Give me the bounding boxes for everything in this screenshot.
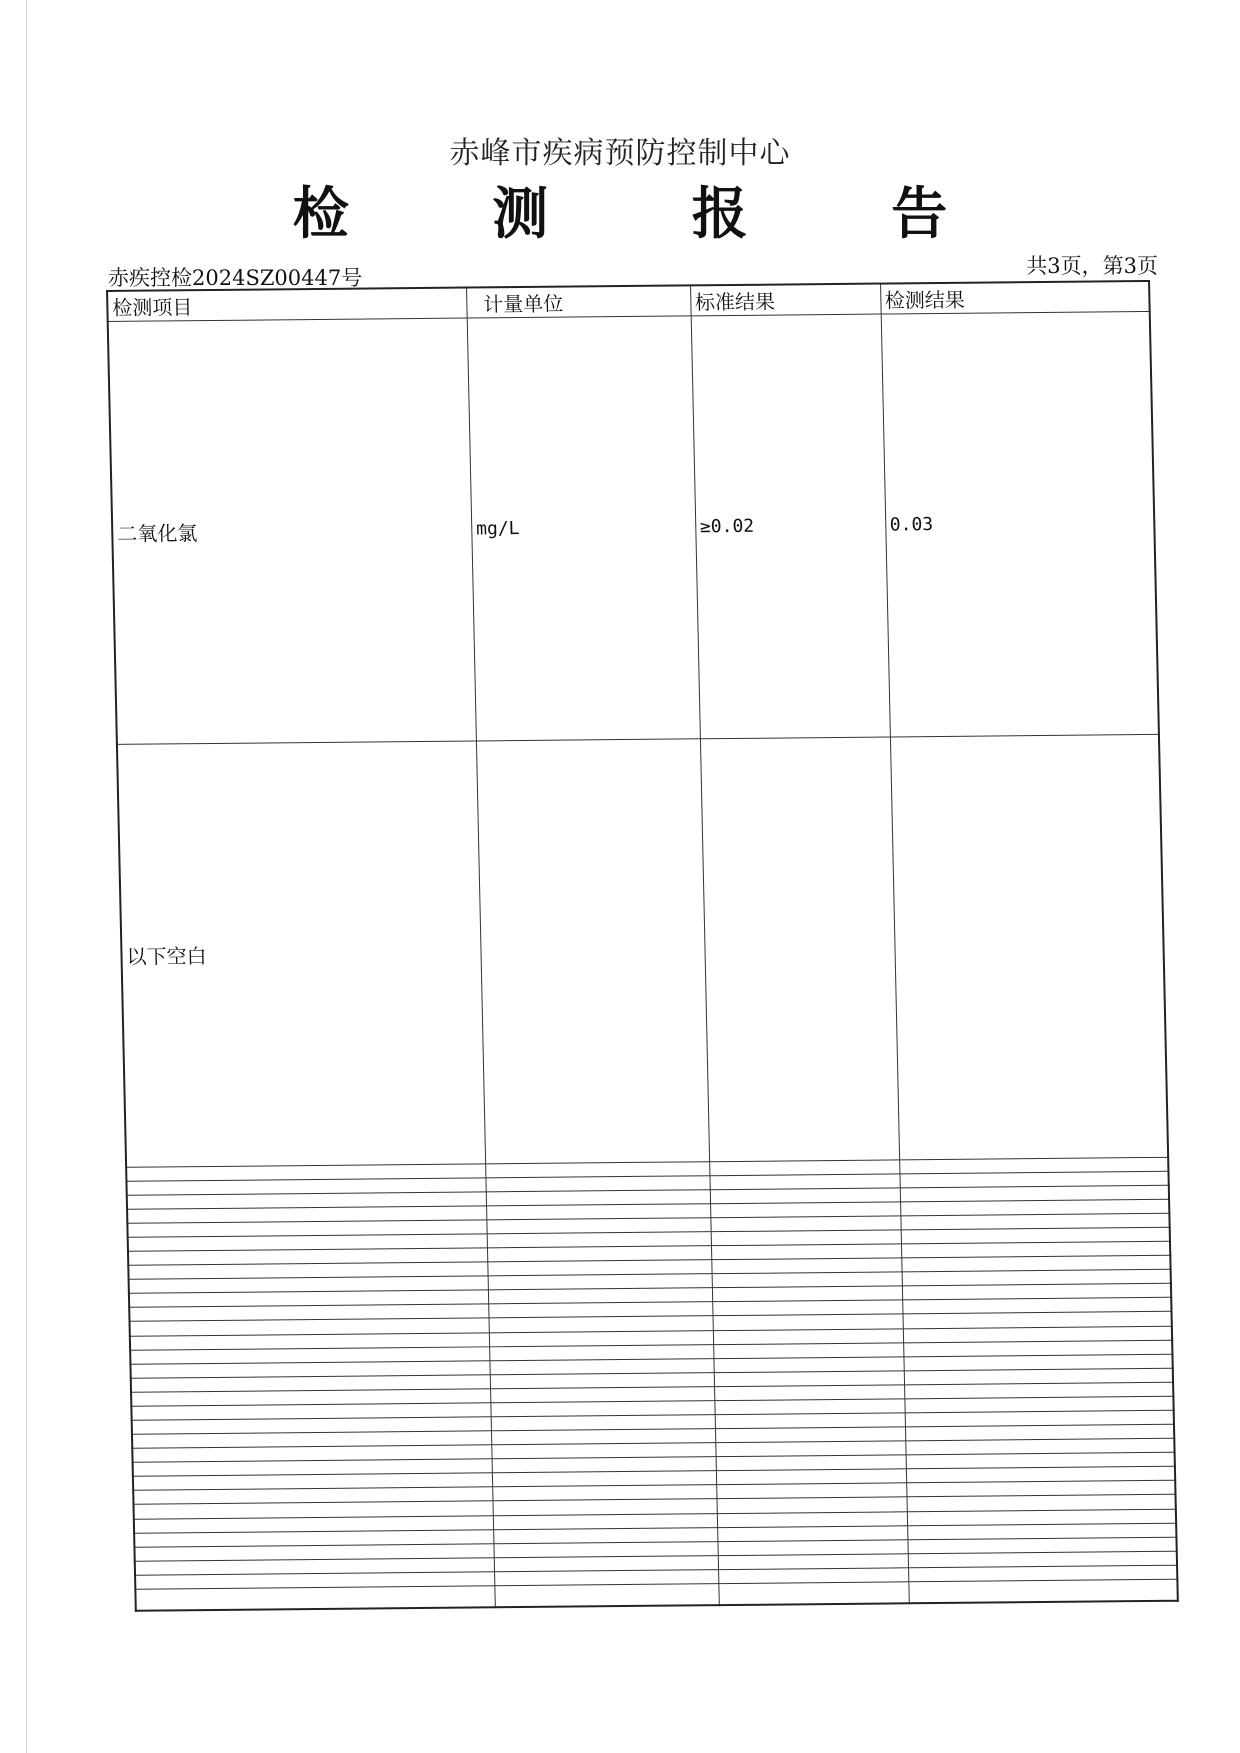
cell-result [890,734,1168,1159]
table-row [108,311,1159,744]
report-number: 赤疾控检2024SZ00447号 [108,266,363,290]
cell-unit [476,739,709,1164]
cell-unit: mg/L [467,316,700,741]
empty-cell [135,1586,495,1611]
column-header-unit: 计量单位 [466,285,690,318]
column-header-item: 检测项目 [107,288,467,322]
organization-name: 赤峰市疾病预防控制中心 [449,136,791,171]
report-title: 检 测 报 告 [292,181,1010,247]
scan-edge-line [26,0,27,1753]
empty-cell [718,1582,908,1605]
cell-standard [700,737,899,1162]
cell-standard: ≥0.02 [691,314,890,739]
empty-cell [908,1579,1177,1603]
column-header-result: 检测结果 [880,281,1150,314]
cell-item: 二氧化氯 [108,318,477,744]
results-table-wrapper [106,280,1179,1612]
cell-result: 0.03 [881,311,1159,736]
results-table [106,280,1179,1612]
page-info: 共3页，第3页 [1026,254,1158,278]
empty-cell [495,1584,719,1608]
column-header-standard: 标准结果 [690,284,881,316]
cell-item: 以下空白 [117,741,486,1167]
table-row [117,734,1168,1167]
